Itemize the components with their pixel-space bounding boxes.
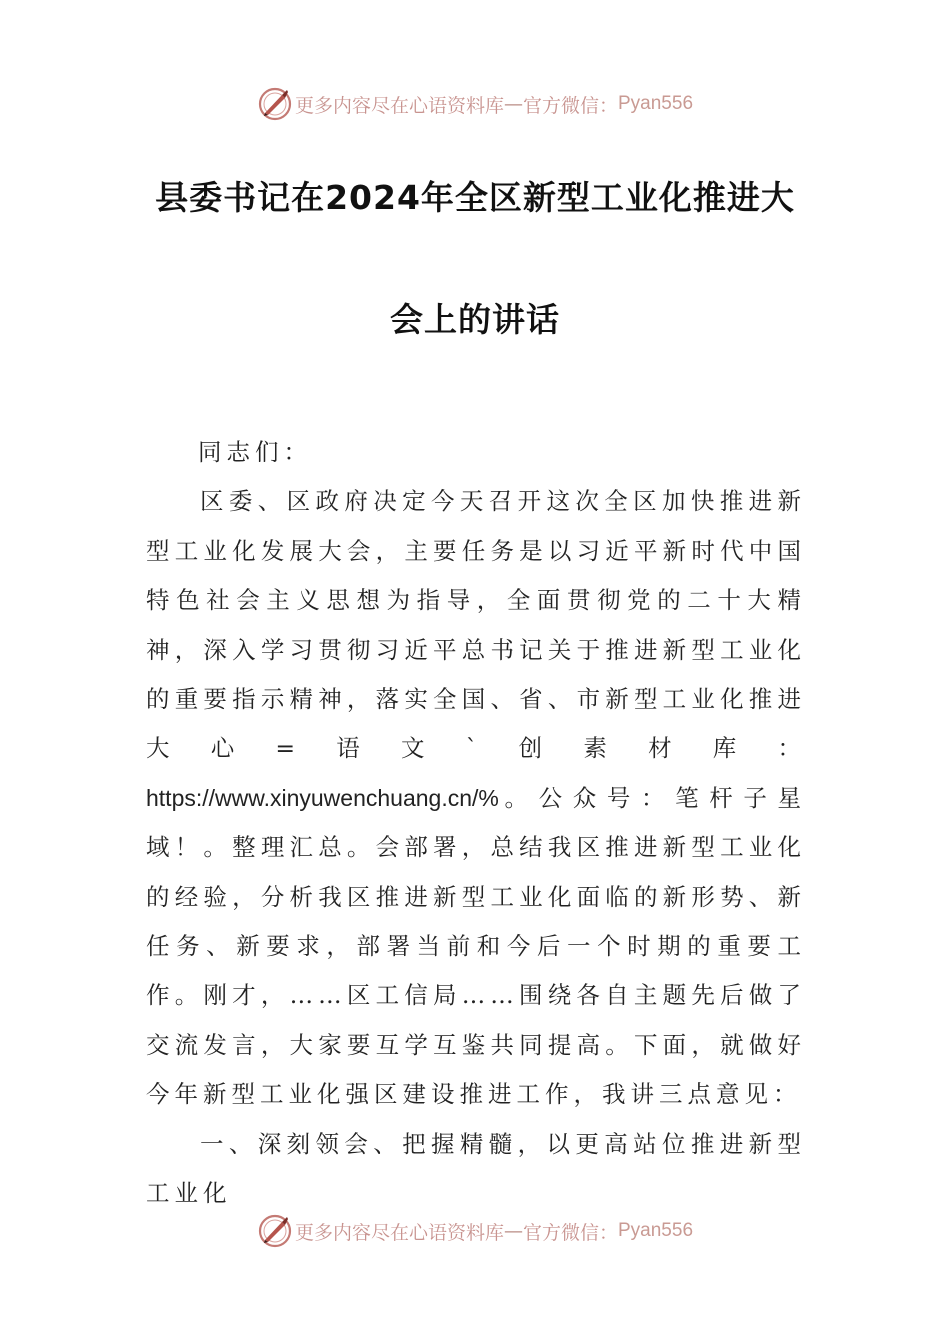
paragraph-1	[146, 477, 806, 1119]
banner-dash: —	[503, 1220, 523, 1242]
banner-dash: —	[503, 93, 523, 115]
source-url-text: https://www.xinyuwenchuang.cn/%	[146, 784, 499, 811]
document-title-line2: 会上的讲话	[390, 300, 560, 339]
document-title-line1: 县委书记在2024年全区新型工业化推进大	[155, 178, 795, 217]
section-heading-1: 一、深刻领会、把握精髓，以更高站位推进新型工业化	[146, 1129, 806, 1208]
header-watermark-banner	[0, 84, 950, 124]
document-body	[146, 428, 806, 1219]
banner-site-text: 更多内容尽在心语资料库	[294, 94, 504, 117]
greeting: 同志们：	[198, 438, 312, 466]
banner-wechat-id: Pyan556	[618, 93, 694, 114]
banner-official-label: 官方微信：	[522, 1221, 618, 1244]
paragraph-1-part-b: 。公众号：笔杆子星域！。整理汇总。会部署，总结我区推进新型工业化的经验，分析我区推进新型工业化面临的新形势、新任务、新要求，部署当前和今后一个时期的重要工作。刚才，……区工信局……围绕各自主题先后做了交流发言，大家要互学互鉴共同提高。下面，就做好今年新型工业化强区建设推进工作，我讲三点意见：	[146, 783, 806, 1109]
banner-wechat-id: Pyan556	[618, 1220, 694, 1241]
quill-seal-icon	[257, 1213, 293, 1249]
banner-site-text: 更多内容尽在心语资料库	[294, 1221, 504, 1244]
quill-seal-icon	[257, 86, 293, 122]
footer-watermark-banner	[0, 1211, 950, 1251]
banner-official-label: 官方微信：	[522, 94, 618, 117]
paragraph-1-part-a: 区委、区政府决定今天召开这次全区加快推进新型工业化发展大会，主要任务是以习近平新时代中国特色社会主义思想为指导，全面贯彻党的二十大精神，深入学习贯彻习近平总书记关于推进新型工业化的重要指示精神，落实全国、省、市新型工业化推进大心=语文`创素材库：	[146, 487, 806, 763]
